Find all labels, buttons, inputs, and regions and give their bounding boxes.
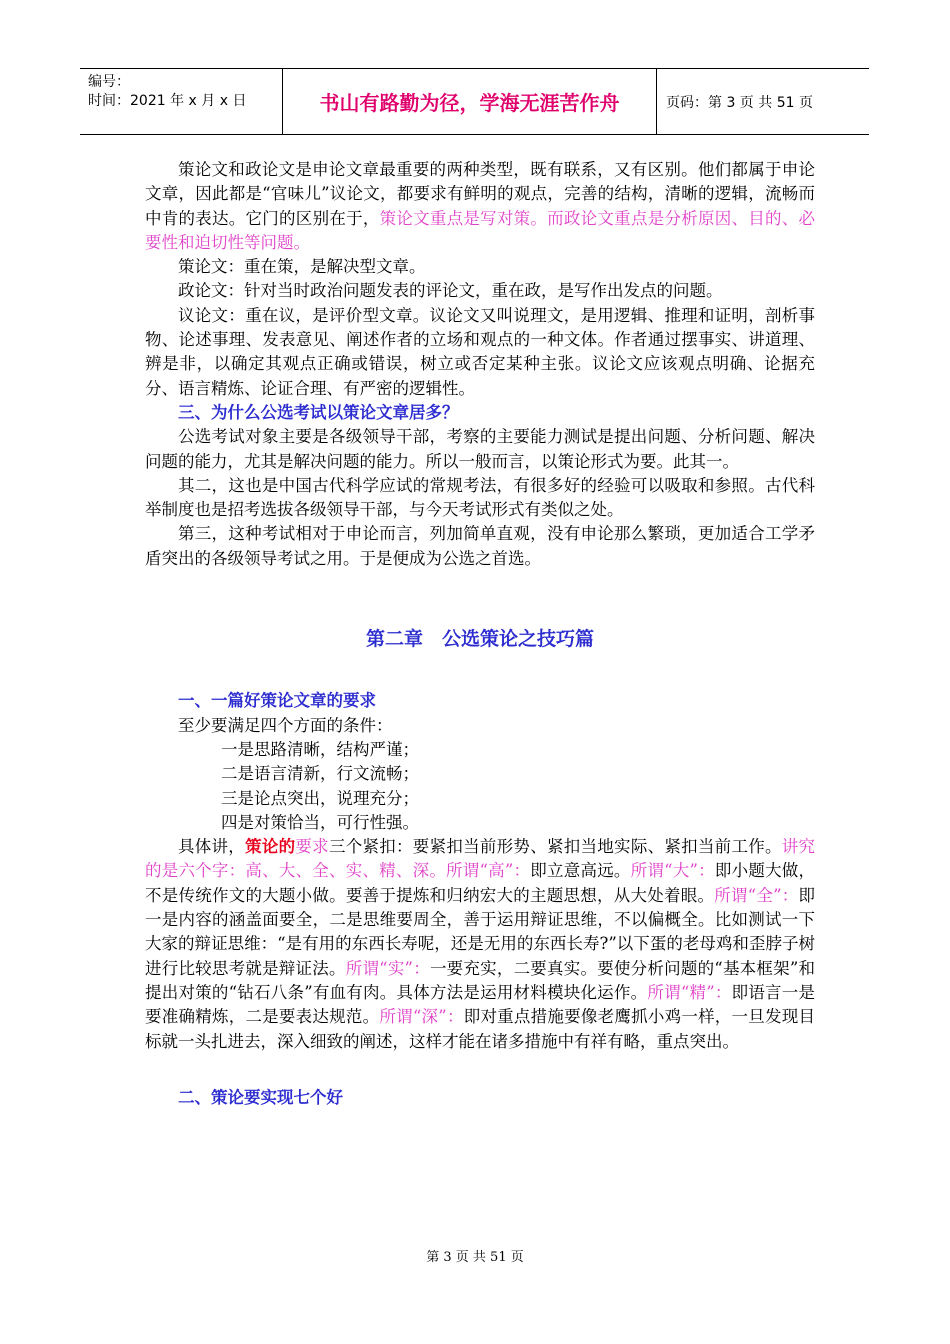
- condition-item: 一是思路清晰，结构严谨；: [221, 739, 419, 759]
- header-number-label: 编号：: [88, 74, 130, 90]
- p9-text: 即小题大做，不是传统作文的大题小做。要善于提炼和归纳宏大的主题思想，从大处着眼。: [145, 861, 816, 905]
- p9-pink-text: 所谓“深”：: [379, 1007, 464, 1027]
- page-header: [80, 68, 869, 135]
- p9-text: 即对重点措施要像老鹰抓小鸡一样，一旦发现目标就一头扎进去，深入细致的阐述，这样才能在诸多措施中有祥有略，重点突出。: [145, 1007, 816, 1051]
- header-motto: 书山有路勤为径，学海无涯苦作舟: [283, 69, 657, 134]
- p9-text: 一要充实，二要真实。要使分析问题的“基本框架”和提出对策的“钻石八条”有血有肉。具体方法是运用材料模块化运作。: [145, 958, 816, 1002]
- subsection-1-heading: 一、一篇好策论文章的要求: [178, 691, 376, 711]
- chapter-title: 第二章 公选策论之技巧篇: [365, 628, 594, 651]
- header-meta: [80, 69, 283, 134]
- paragraph-9: [145, 835, 815, 1054]
- document-body: [145, 158, 815, 1110]
- condition-item: 四是对策恰当，可行性强。: [221, 812, 419, 832]
- p9-text: 具体讲，: [178, 837, 246, 857]
- p9-pink-text: 所谓“实”：: [345, 958, 430, 978]
- paragraph-7: 第三，这种考试相对于申论而言，列加简单直观，没有申论那么繁琐，更加适合工学矛盾突出的各级领导考试之用。于是便成为公选之首选。: [145, 524, 815, 568]
- p9-pink-text: 所谓“全”：: [714, 885, 799, 905]
- p9-red-text: 策论的: [245, 837, 296, 857]
- condition-item: 二是语言清新，行文流畅；: [221, 764, 419, 784]
- section-3-heading: 三、为什么公选考试以策论文章居多？: [178, 402, 459, 422]
- paragraph-1: [145, 158, 815, 255]
- paragraph-4: 议论文：重在议，是评价型文章。议论文又叫说理文，是用逻辑、推理和证明，剖析事物、论述事理、发表意见、阐述作者的立场和观点的一种文体。作者通过摆事实、讲道理、辨是非，以确定其观点正确或错误，树立或否定某种主张。议论文应该观点明确、论据充分、语言精炼、论证合理、有严密的逻辑性。: [145, 305, 815, 398]
- header-page-label: 页码：第 3 页 共 51 页: [666, 94, 813, 111]
- paragraph-8: 至少要满足四个方面的条件：: [178, 715, 393, 735]
- header-time-label: 时间：2021 年 x 月 x 日: [88, 93, 247, 109]
- paragraph-2: 策论文：重在策，是解决型文章。: [178, 257, 426, 277]
- paragraph-6: 其二，这也是中国古代科学应试的常规考法，有很多好的经验可以吸取和参照。古代科举制度也是招考选拔各级领导干部，与今天考试形式有类似之处。: [145, 475, 815, 520]
- paragraph-1-highlight: 策论文重点是写对策。而政论文重点是分析原因、目的、必要性和迫切性等问题。: [145, 208, 816, 252]
- paragraph-3: 政论文：针对当时政治问题发表的评论文，重在政，是写作出发点的问题。: [178, 281, 723, 301]
- p9-pink-text: 讲究的是六个字：高、大、全、实、精、深。所谓“高”：: [145, 837, 816, 881]
- p9-pink-text: 所谓“大”：: [630, 861, 715, 881]
- p9-text: 三个紧扣：要紧扣当前形势、紧扣当地实际、紧扣当前工作。: [328, 837, 782, 857]
- condition-item: 三是论点突出，说理充分；: [221, 788, 419, 808]
- p9-pink-text: 要求: [295, 837, 329, 857]
- p9-text: 即一是内容的涵盖面要全，二是思维要周全，善于运用辩证思维，不以偏概全。比如测试一下大家的辩证思维：“是有用的东西长寿呢，还是无用的东西长寿?”以下蛋的老母鸡和歪脖子树进行比较思考就是辩证法。: [145, 885, 816, 978]
- page-footer: 第 3 页 共 51 页: [426, 1250, 524, 1265]
- paragraph-1-text: 策论文和政论文是申论文章最重要的两种类型，既有联系，又有区别。他们都属于申论文章，因此都是“官味儿”议论文，都要求有鲜明的观点，完善的结构，清晰的逻辑，流畅而中肯的表达。它门的区别在于，: [145, 160, 815, 228]
- subsection-2-heading: 二、策论要实现七个好: [178, 1087, 343, 1107]
- p9-pink-text: 所谓“精”：: [647, 982, 732, 1002]
- p9-text: 即语言一是要准确精炼，二是要表达规范。: [145, 982, 816, 1027]
- paragraph-5: 公选考试对象主要是各级领导干部，考察的主要能力测试是提出问题、分析问题、解决问题的能力，尤其是解决问题的能力。所以一般而言，以策论形式为要。此其一。: [145, 427, 815, 471]
- p9-text: 即立意高远。: [530, 861, 631, 881]
